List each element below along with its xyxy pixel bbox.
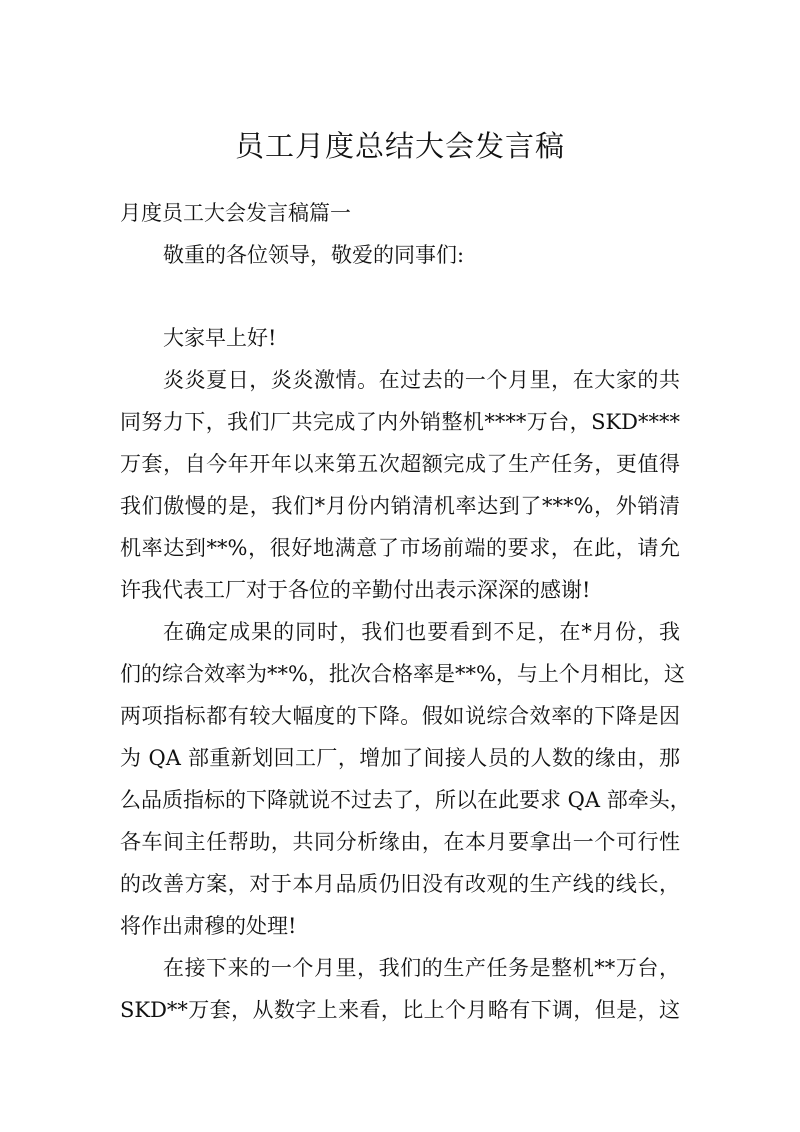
paragraph-1-line-3: 万套，自今年开年以来第五次超额完成了生产任务，更值得 <box>120 452 680 476</box>
salutation-line: 敬重的各位领导，敬爱的同事们: <box>163 243 465 267</box>
section-subheading: 月度员工大会发言稿篇一 <box>120 201 351 225</box>
paragraph-2-line-5: 么品质指标的下降就说不过去了，所以在此要求 QA 部牵头， <box>120 788 691 812</box>
greeting-line: 大家早上好! <box>163 326 277 350</box>
paragraph-1-line-2: 同努力下，我们厂共完成了内外销整机****万台，SKD**** <box>120 410 680 434</box>
paragraph-2-line-1: 在确定成果的同时，我们也要看到不足，在*月份，我 <box>163 620 680 644</box>
paragraph-2-line-2: 们的综合效率为**%，批次合格率是**%，与上个月相比，这 <box>120 662 685 686</box>
paragraph-1-line-4: 我们傲慢的是，我们*月份内销清机率达到了***%，外销清 <box>120 494 680 518</box>
document-title: 员工月度总结大会发言稿 <box>234 129 565 163</box>
paragraph-1-line-5: 机率达到**%，很好地满意了市场前端的要求，在此，请允 <box>120 536 680 560</box>
paragraph-2-line-8: 将作出肃穆的处理! <box>120 914 297 938</box>
paragraph-2-line-7: 的改善方案，对于本月品质仍旧没有改观的生产线的线长， <box>120 872 680 896</box>
paragraph-2-line-4: 为 QA 部重新划回工厂，增加了间接人员的人数的缘由，那 <box>120 746 680 770</box>
paragraph-3-line-1: 在接下来的一个月里，我们的生产任务是整机**万台， <box>163 956 680 980</box>
paragraph-1-line-6: 许我代表工厂对于各位的辛勤付出表示深深的感谢! <box>120 578 591 602</box>
paragraph-2-line-3: 两项指标都有较大幅度的下降。假如说综合效率的下降是因 <box>120 704 680 728</box>
paragraph-3-line-2: SKD**万套，从数字上来看，比上个月略有下调，但是，这 <box>120 998 680 1022</box>
paragraph-1-line-1: 炎炎夏日，炎炎激情。在过去的一个月里，在大家的共 <box>163 368 680 392</box>
paragraph-2-line-6: 各车间主任帮助，共同分析缘由，在本月要拿出一个可行性 <box>120 830 680 854</box>
